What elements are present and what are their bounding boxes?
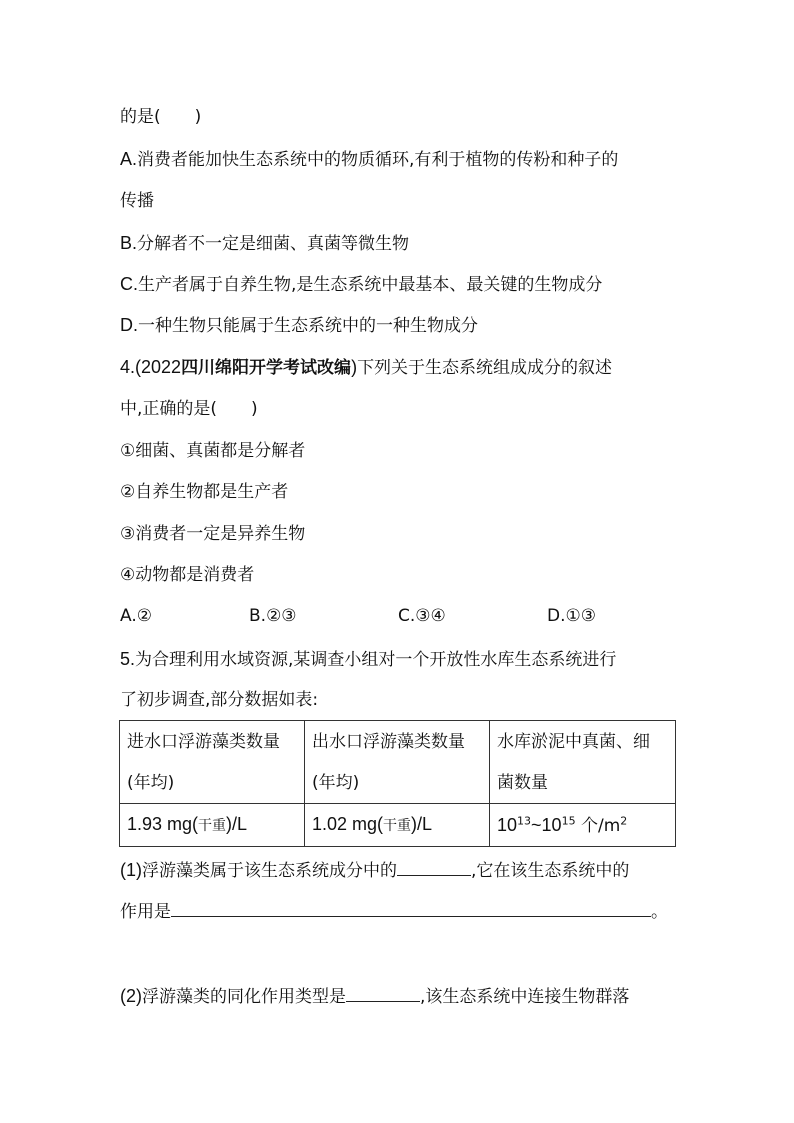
value-exponent: 2 [620,813,628,827]
sub-question-number: (1) [120,860,142,880]
table-header-cell [305,721,490,804]
option-c [120,273,602,296]
question-number: 4. [120,357,136,377]
question-source: 四川绵阳开学考试改编 [181,358,352,378]
table-cell [120,804,305,847]
option-d [120,314,478,337]
option-text: 消费者能加快生态系统中的物质循环,有利于植物的传粉和种子的 [137,150,619,170]
option-letter: A. [120,149,138,169]
table-cell [490,804,676,847]
sub-question-text: 浮游藻类属于该生态系统成分中的 [142,861,397,881]
choice-d: D.①③ [547,606,596,626]
statement-2: ②自养生物都是生产者 [120,482,289,502]
statement-1: ①细菌、真菌都是分解者 [120,441,306,461]
sub-question-number: (2) [120,986,142,1006]
option-letter: C. [120,274,138,294]
value-base: 10 [497,814,518,835]
question-5-stem [120,648,616,671]
table-header-row [120,721,676,804]
option-a [120,148,618,171]
choice-b: B.②③ [249,606,297,626]
choice-a: A.② [120,606,152,626]
table-header-cell [490,721,676,804]
question-5-stem-continued: 了初步调查,部分数据如表: [120,690,319,710]
option-letter: D. [120,315,138,335]
value-unit: )/L [226,814,248,834]
statement-4: ④动物都是消费者 [120,565,255,585]
answer-blank[interactable] [397,857,471,876]
question-number: 5. [120,649,136,669]
sub-question-1 [120,857,629,882]
value-number: 1.93 mg( [127,814,199,834]
question-text: 下列关于生态系统组成成分的叙述 [357,358,613,378]
header-line-1: 出水口浮游藻类数量 [312,732,465,752]
option-text: 生产者属于自养生物,是生态系统中最基本、最关键的生物成分 [138,275,603,295]
value-unit: 个/m [575,815,621,836]
survey-data-table [119,720,676,847]
table-row [120,804,676,847]
sub-question-2 [120,983,629,1008]
value-unit-note: 干重 [198,818,227,834]
header-line-1: 水库淤泥中真菌、细 [497,732,650,752]
header-line-2: (年均) [312,773,360,793]
question-stem-end: 的是( ) [120,107,202,127]
value-number: 1.02 mg( [312,814,384,834]
sub-question-1-continued [120,898,668,923]
question-4-stem [120,356,612,379]
header-line-2: 菌数量 [497,773,548,793]
option-a-continued: 传播 [120,191,154,211]
value-exponent: 15 [561,813,576,827]
option-text: 一种生物只能属于生态系统中的一种生物成分 [138,316,478,336]
option-text: 分解者不一定是细菌、真菌等微生物 [137,234,410,254]
choice-c: C.③④ [398,606,446,626]
value-unit-note: 干重 [383,818,412,834]
table-cell [305,804,490,847]
value-exponent: 13 [517,813,532,827]
option-b [120,232,409,255]
sub-question-text: ,该生态系统中连接生物群落 [420,987,630,1007]
sub-question-text: 浮游藻类的同化作用类型是 [142,987,346,1007]
answer-blank[interactable] [346,983,420,1002]
value-unit: )/L [411,814,433,834]
sub-question-text: ,它在该生态系统中的 [471,861,630,881]
sub-question-end: 。 [651,902,668,922]
sub-question-text: 作用是 [120,902,171,922]
header-line-1: 进水口浮游藻类数量 [127,732,280,752]
option-letter: B. [120,233,138,253]
source-close: ) [351,357,358,377]
question-text: 为合理利用水域资源,某调查小组对一个开放性水库生态系统进行 [135,650,617,670]
table-header-cell [120,721,305,804]
header-line-2: (年均) [127,773,175,793]
value-range: ~10 [531,814,562,835]
source-open: (2022 [135,357,182,377]
statement-3: ③消费者一定是异养生物 [120,524,306,544]
answer-blank[interactable] [171,898,651,917]
question-4-stem-continued: 中,正确的是( ) [120,399,258,419]
